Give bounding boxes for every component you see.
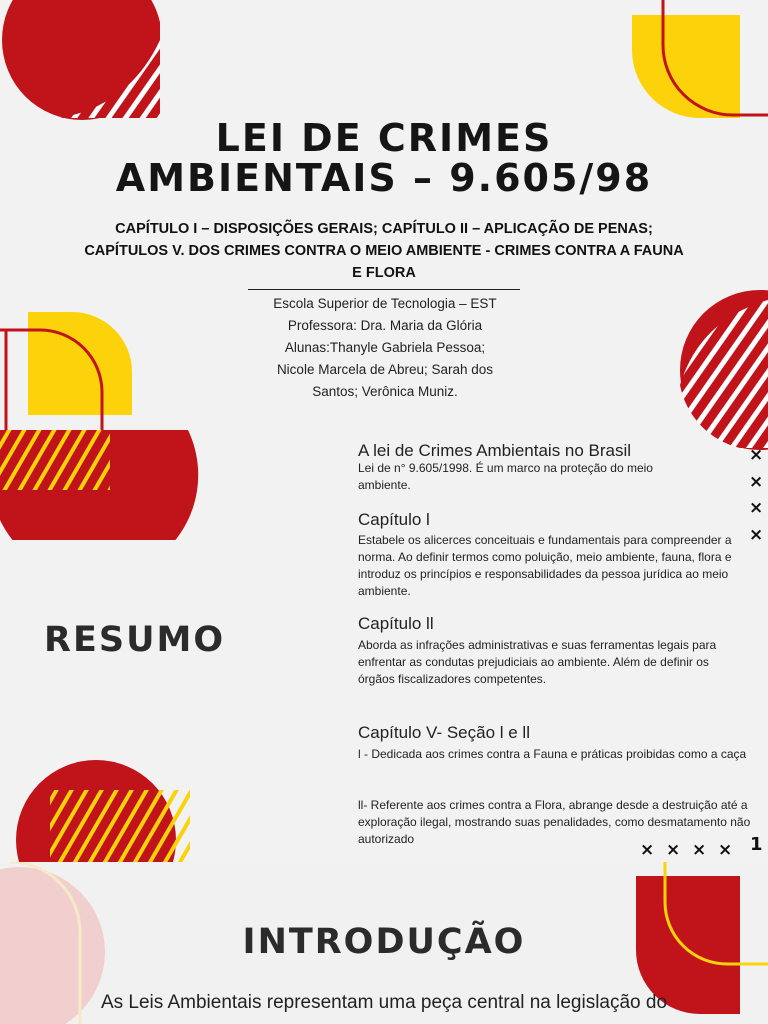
section-body-cap1: Estabele os alicerces conceituais e fundamentais para compreender a norma. Ao definir termos como poluição, meio ambiente, fauna, flora e introduz os princípios e responsabilidades da pessoa jurídica ao meio ambiente.: [358, 533, 732, 598]
title-line-2: AMBIENTAIS – 9.605/98: [115, 156, 653, 200]
authors-block: [240, 293, 530, 403]
introducao-text: As Leis Ambientais representam uma peça central na legislação do: [100, 992, 668, 1013]
section-heading-cap2: Capítulo ll: [358, 614, 434, 633]
author-line: Professora: Dra. Maria da Glória: [287, 318, 483, 333]
cross-icon: ×: [749, 525, 764, 545]
cross-icon: ×: [640, 840, 655, 860]
author-line: Alunas:Thanyle Gabriela Pessoa;: [284, 340, 486, 355]
section-body-cap5-fauna: l - Dedicada aos crimes contra a Fauna e práticas proibidas como a caça: [358, 747, 747, 761]
author-line: Escola Superior de Tecnologia – EST: [273, 296, 497, 311]
resumo-heading: RESUMO: [44, 620, 226, 660]
cross-icon: ×: [749, 498, 764, 518]
author-line: Nicole Marcela de Abreu; Sarah dos: [276, 362, 494, 377]
section-heading-cap5: Capítulo V- Seção l e ll: [358, 723, 530, 742]
section-heading-lei: A lei de Crimes Ambientais no Brasil: [358, 441, 632, 460]
cross-icon: ×: [749, 472, 764, 492]
introducao-heading: INTRODUÇÃO: [242, 922, 526, 962]
section-body-cap2: Aborda as infrações administrativas e suas ferramentas legais para enfrentar as condutas prejudiciais ao ambiente. Além de definir os órgãos fiscalizadores competentes.: [358, 638, 717, 686]
title-line-1: LEI DE CRIMES: [215, 116, 553, 160]
top-left-red-circle: [2, 0, 162, 123]
page-number: 1: [750, 834, 763, 855]
section-body-lei: Lei de n° 9.605/1998. É um marco na proteção do meio ambiente.: [358, 461, 653, 492]
subtitle: CAPÍTULO I – DISPOSIÇÕES GERAIS; CAPÍTULO II – APLICAÇÃO DE PENAS; CAPÍTULOS V. DOS CRIMES CONTRA O MEIO AMBIENTE - CRIMES CONTRA A FAUNA E FLORA: [84, 221, 684, 281]
cross-icon: ×: [749, 445, 764, 465]
section-heading-cap1: Capítulo l: [358, 510, 430, 529]
page-2: [0, 862, 768, 1024]
cross-icon: ×: [692, 840, 707, 860]
document-title: [0, 118, 768, 198]
divider: [248, 289, 520, 290]
section-body-cap5-flora: ll- Referente aos crimes contra a Flora, abrange desde a destruição até a exploração ilegal, mostrando suas penalidades, como desmatamento não autorizado: [358, 798, 751, 846]
cross-icon: ×: [718, 840, 733, 860]
cross-icon: ×: [666, 840, 681, 860]
author-line: Santos; Verônica Muniz.: [312, 384, 458, 399]
